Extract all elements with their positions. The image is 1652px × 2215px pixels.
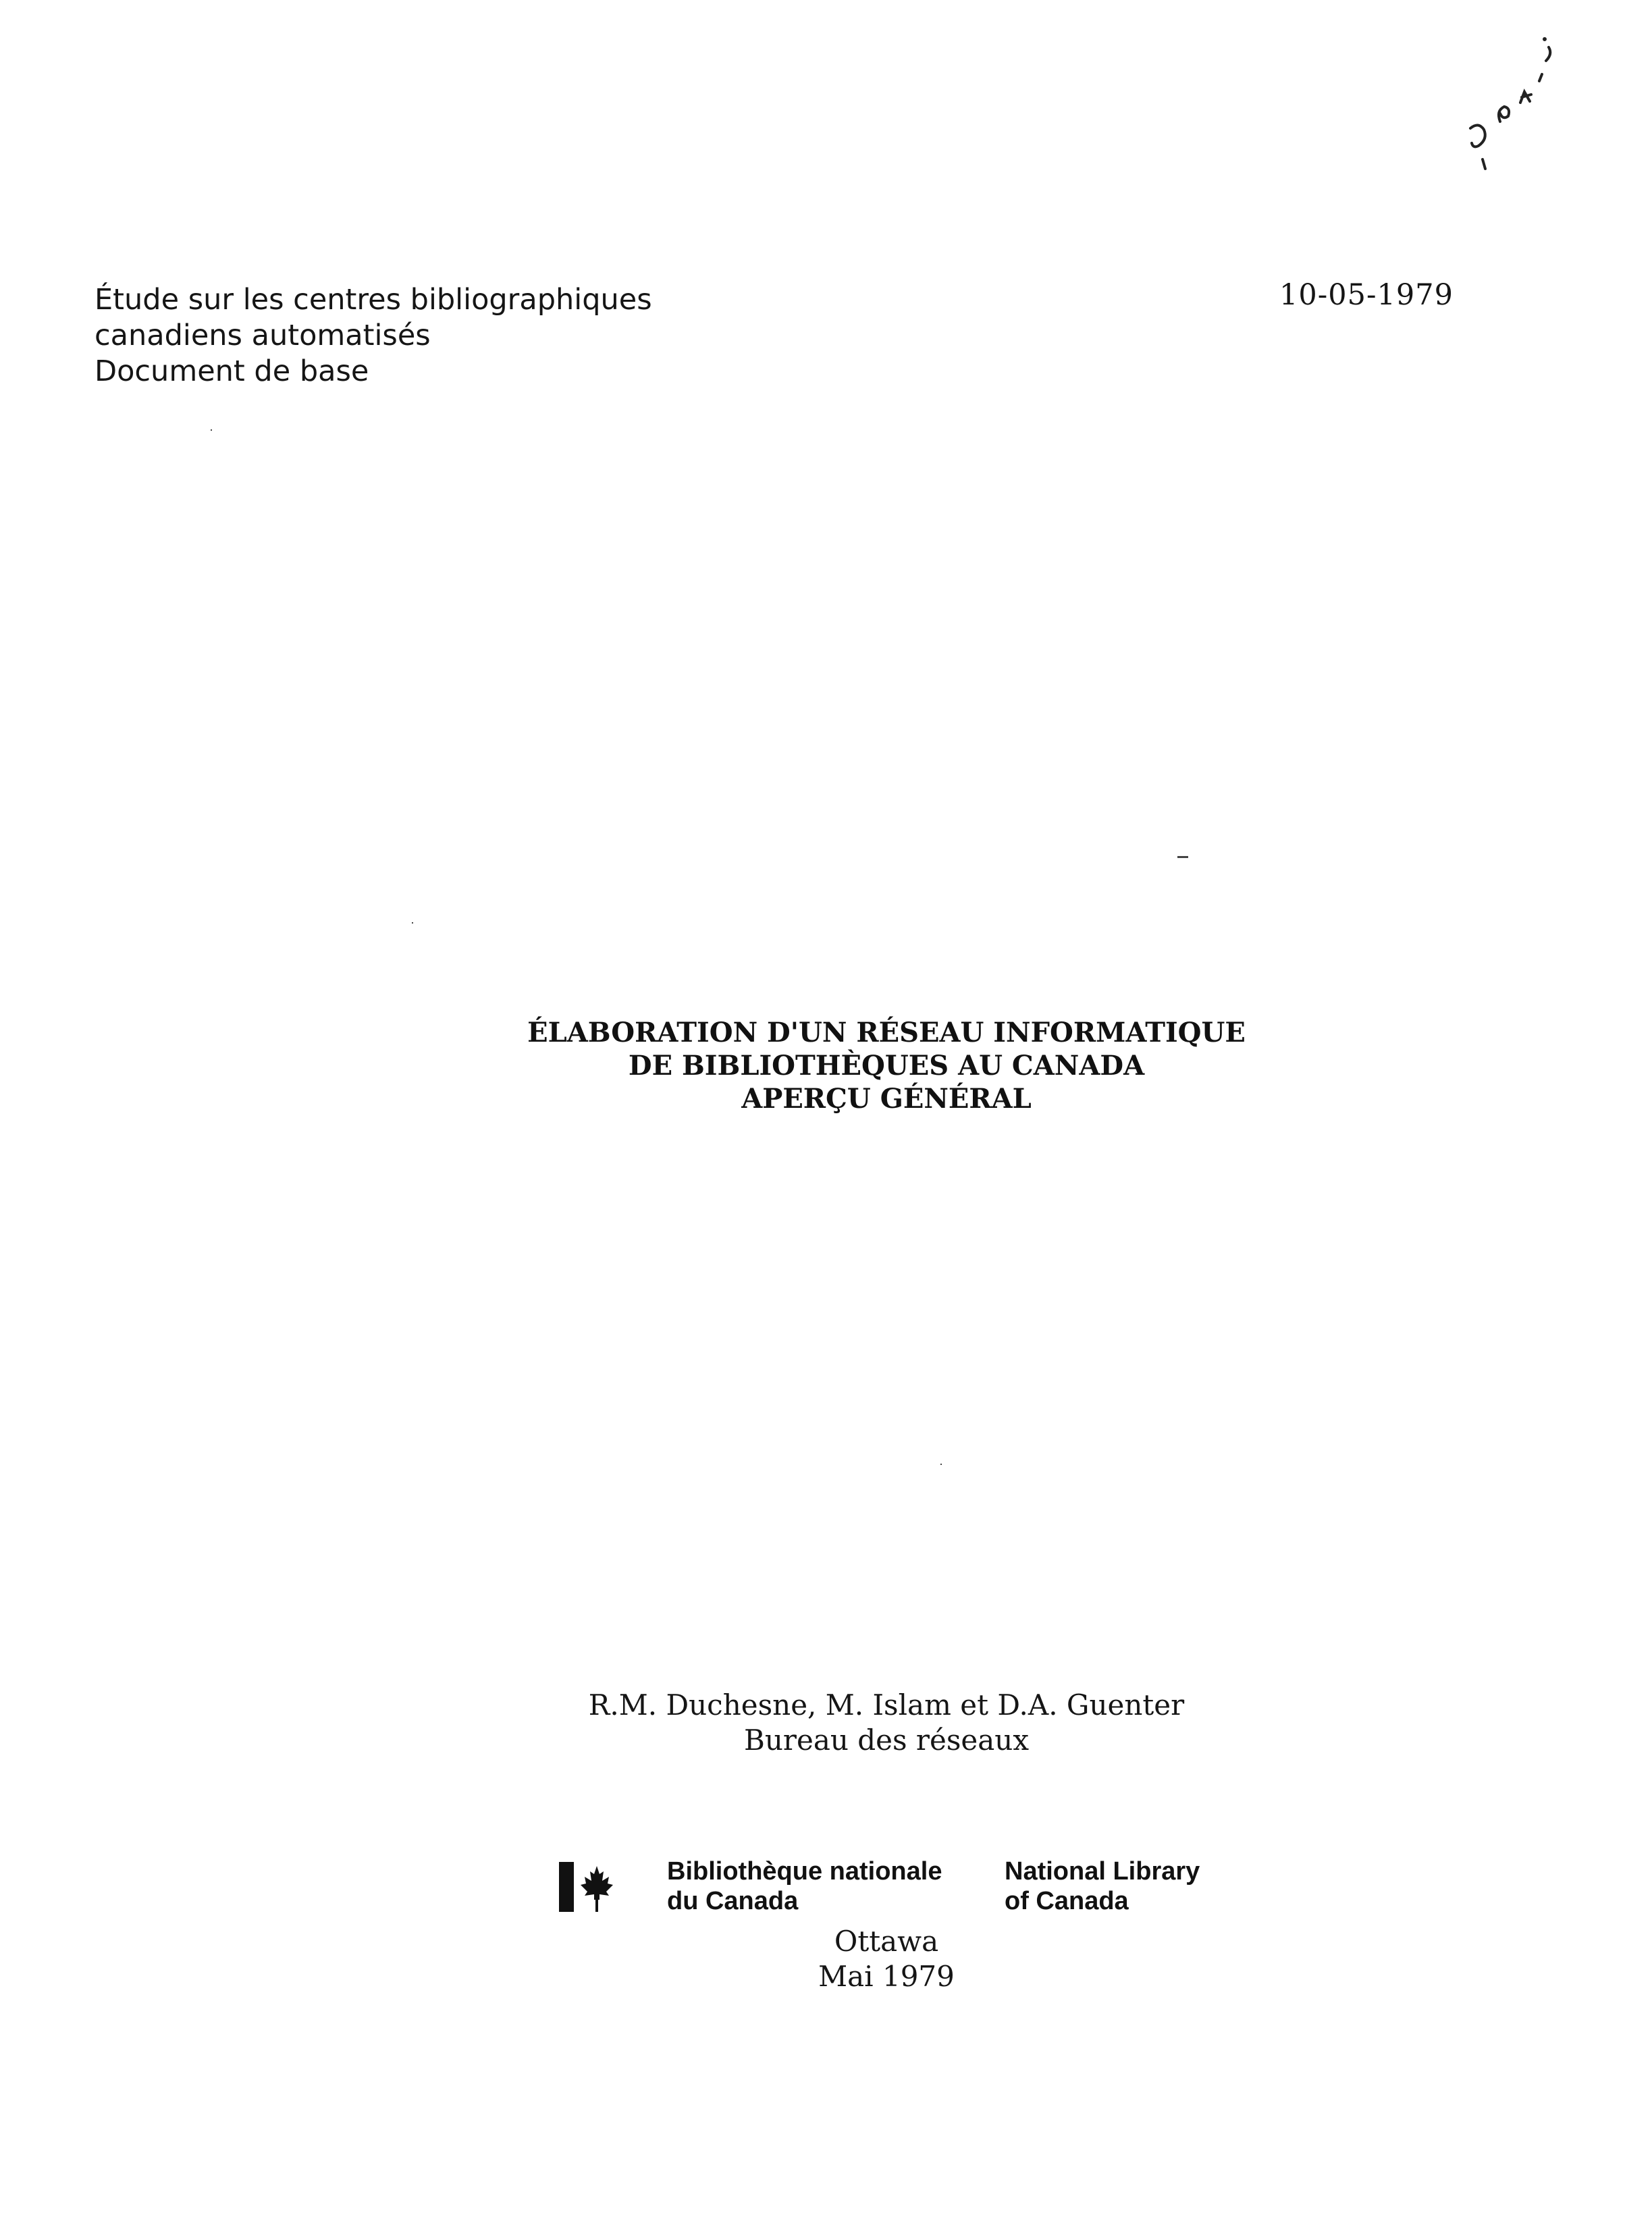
scan-speck — [1177, 856, 1188, 858]
series-line: Étude sur les centres bibliographiques — [95, 283, 652, 317]
scan-speck — [211, 429, 212, 431]
publisher-fr-line: du Canada — [667, 1887, 799, 1915]
author-names: R.M. Duchesne, M. Islam et D.A. Guenter — [588, 1688, 1185, 1722]
imprint-date: Mai 1979 — [818, 1960, 955, 1993]
publisher-en-line: National Library — [1005, 1857, 1200, 1886]
publisher-name-fr — [667, 1857, 942, 1916]
series-line: Document de base — [95, 354, 369, 388]
publisher-block — [559, 1857, 1234, 1924]
imprint-place: Ottawa — [834, 1925, 939, 1958]
document-date: 10-05-1979 — [1279, 278, 1454, 312]
publisher-name-en — [1005, 1857, 1200, 1916]
series-line: canadiens automatisés — [95, 319, 431, 352]
handwritten-note — [1458, 27, 1593, 189]
title-line: APERÇU GÉNÉRAL — [741, 1083, 1032, 1115]
document-title — [421, 1016, 1352, 1115]
title-line: ÉLABORATION D'UN RÉSEAU INFORMATIQUE — [527, 1017, 1246, 1048]
series-statement — [95, 282, 652, 390]
publisher-fr-line: Bibliothèque nationale — [667, 1857, 942, 1886]
author-office: Bureau des réseaux — [743, 1724, 1030, 1757]
canada-flag-wordmark-icon — [559, 1862, 614, 1916]
authors — [454, 1688, 1318, 1758]
imprint — [724, 1924, 1048, 1994]
scan-speck — [412, 922, 413, 924]
scan-speck — [940, 1464, 942, 1465]
title-line: DE BIBLIOTHÈQUES AU CANADA — [628, 1050, 1145, 1082]
publisher-en-line: of Canada — [1005, 1887, 1129, 1915]
